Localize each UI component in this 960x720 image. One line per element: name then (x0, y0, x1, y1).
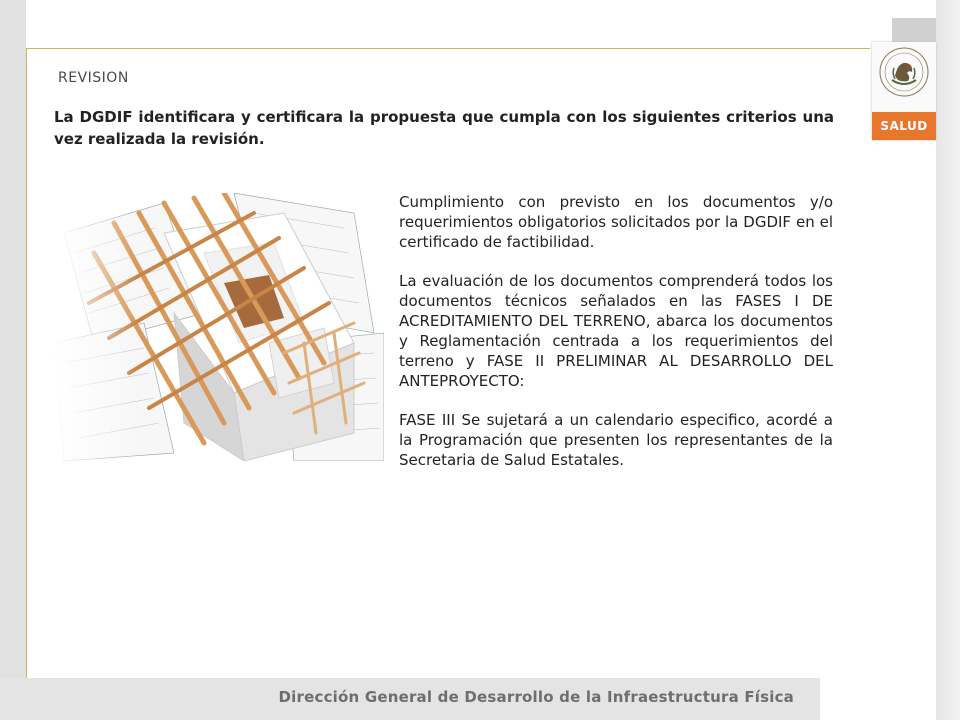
salud-logo (872, 42, 936, 140)
salud-label: SALUD (872, 112, 936, 140)
left-divider (26, 48, 27, 680)
footer-text: Dirección General de Desarrollo de la Infraestructura Física (278, 688, 794, 706)
page-title: REVISION (58, 70, 129, 86)
house-blueprint-image (54, 193, 384, 461)
footer (0, 678, 820, 720)
house-blueprint-illustration (54, 193, 384, 461)
intro-text: La DGDIF identificara y certificara la propuesta que cumpla con los siguientes criterios una vez realizada la revisión. (54, 108, 834, 148)
top-divider (26, 48, 870, 49)
coat-of-arms-icon (878, 46, 930, 98)
left-sidebar-band (0, 0, 26, 720)
paragraph: Cumplimiento con previsto en los documentos y/o requerimientos obligatorios solicitados por la DGDIF en el certificado de factibilidad. (399, 193, 833, 251)
criteria-text (399, 192, 833, 489)
paragraph: La evaluación de los documentos comprenderá todos los documentos técnicos señalados en las FASES I DE ACREDITAMIENTO DEL TERRENO, abarca los documentos y Reglamentación centrada a los requerimientos del terreno y FASE II PRELIMINAR AL DESARROLLO DEL ANTEPROYECTO: (399, 272, 833, 390)
paragraph: FASE III Se sujetará a un calendario especifico, acordé a la Programación que presenten los representantes de la Secretaria de Salud Estatales. (399, 411, 833, 469)
right-panel (936, 0, 960, 720)
